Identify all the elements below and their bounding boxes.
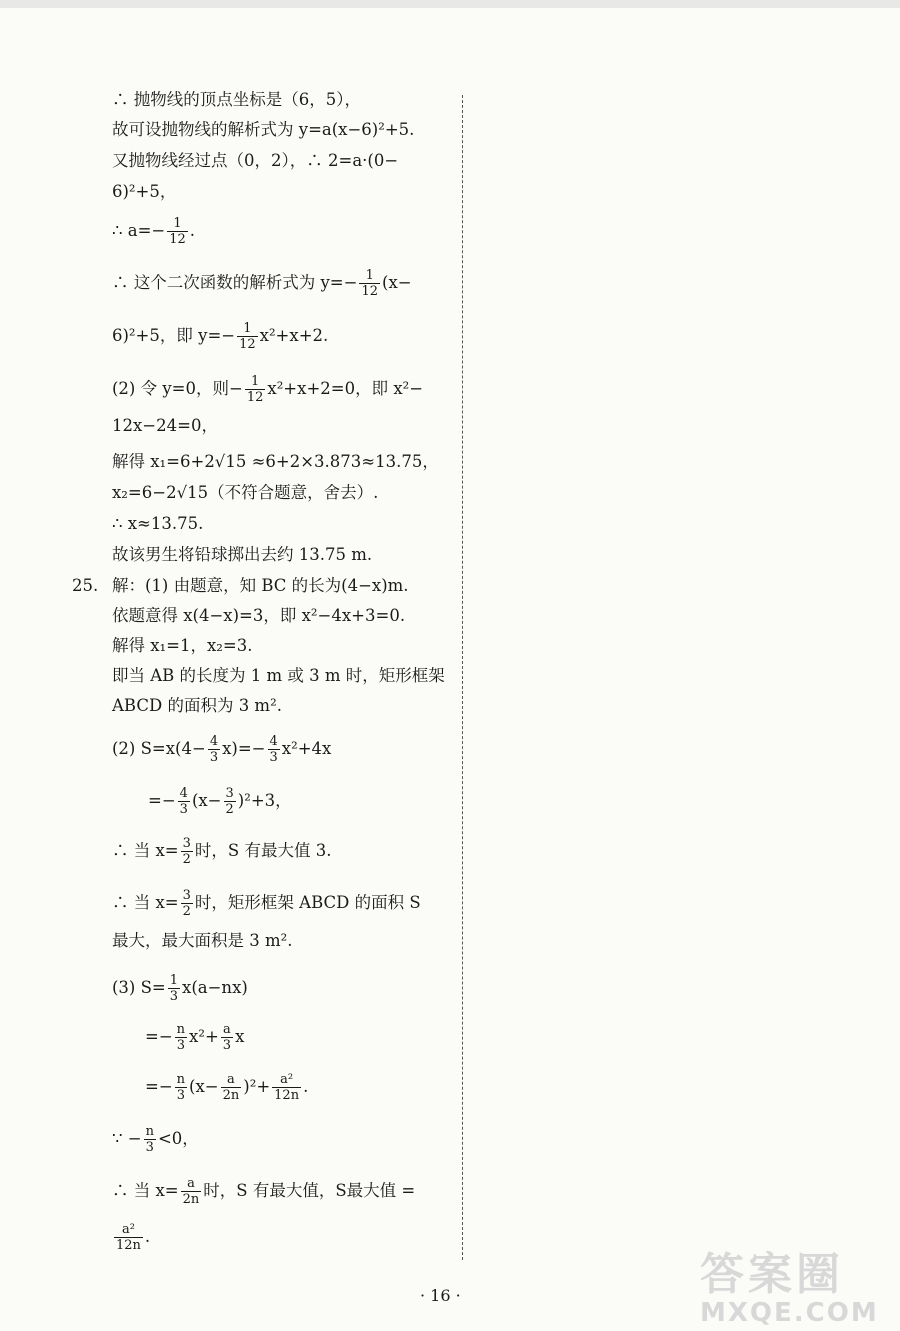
fraction: $\frac{1}{12}$ [361,268,379,299]
fraction: $\frac{n}{3}$ [176,1022,186,1053]
text-line: 解得 x₁=6+2√15 ≈6+2×3.873≈13.75， [112,452,439,471]
text-line: =− $\frac{n}{3}$ x²+ $\frac{a}{3}$ x [145,1022,245,1053]
fraction: $\frac{3}{2}$ [182,888,191,919]
fraction: $\frac{a}{3}$ [222,1022,232,1053]
watermark-url: MXQE.COM [700,1298,879,1328]
text-line: =− $\frac{n}{3}$ (x− $\frac{a}{2n}$ )²+ $\frac{\text{a²}}{12n}$ . [145,1072,309,1103]
text-line: ∴ 当 x= $\frac{3}{2}$ 时，矩形框架 ABCD 的面积 S [112,888,421,919]
page-top-edge [0,0,900,8]
fraction: $\frac{3}{2}$ [182,836,191,867]
fraction: $\frac{3}{2}$ [225,786,234,817]
fraction: $\frac{1}{12}$ [169,216,186,247]
text-line: 解：(1) 由题意，知 BC 的长为(4−x)m. [112,576,409,595]
text-line: (2) S=x(4− $\frac{4}{3}$ x)=− $\frac{4}{3}$ x²+4x [112,734,332,765]
fraction: $\frac{1}{12}$ [246,374,264,405]
text-line: 6)²+5，即 y=− $\frac{1}{12}$ x²+x+2. [112,321,329,352]
watermark-text: 答案圈 [700,1249,844,1300]
text-line: ∴ 抛物线的顶点坐标是（6，5）， [112,90,361,109]
text-line: 即当 AB 的长度为 1 m 或 3 m 时，矩形框架 [112,666,445,685]
column-divider [462,95,463,1260]
text-line: ∵ − $\frac{n}{3}$ <0， [112,1124,199,1155]
fraction: $\frac{\text{a²}}{12n}$ [116,1222,141,1253]
question-number: 25. [72,576,99,595]
fraction: $\frac{n}{3}$ [176,1072,186,1103]
text-line: $\frac{\text{a²}}{12n}$ . [116,1222,151,1253]
text-line: 12x−24=0， [112,416,218,435]
fraction: $\frac{1}{12}$ [239,321,256,352]
text-line: ∴ 当 x= $\frac{3}{2}$ 时，S 有最大值 3. [112,836,332,867]
text-line: x₂=6−2√15（不符合题意，舍去）. [112,483,379,502]
text-line: ∴ 这个二次函数的解析式为 y=− $\frac{1}{12}$ (x− [112,268,412,299]
text-line: 故该男生将铅球掷出去约 13.75 m. [112,545,373,564]
text-line: (3) S= $\frac{1}{3}$ x(a−nx) [112,973,248,1004]
fraction: $\frac{a}{2n}$ [222,1072,240,1103]
text-line: ∴ a=− $\frac{1}{12}$ . [112,216,196,247]
fraction: $\frac{\text{a²}}{12n}$ [274,1072,300,1103]
watermark-logo [700,1238,879,1328]
text-line: 依题意得 x(4−x)=3，即 x²−4x+3=0. [112,606,406,625]
fraction: $\frac{a}{2n}$ [182,1176,200,1207]
text-line: ABCD 的面积为 3 m². [112,696,282,715]
text-line: 故可设抛物线的解析式为 y=a(x−6)²+5. [112,120,415,139]
text-line: =− $\frac{4}{3}$ (x− $\frac{3}{2}$ )²+3， [148,786,292,817]
page-number: · 16 · [420,1286,461,1305]
text-line: (2) 令 y=0，则− $\frac{1}{12}$ x²+x+2=0，即 x²− [112,374,424,405]
fraction: $\frac{n}{3}$ [145,1124,154,1155]
text-line: ∴ x≈13.75. [112,514,204,533]
text-line: 解得 x₁=1，x₂=3. [112,636,253,655]
text-line: 6)²+5， [112,182,177,201]
fraction: $\frac{4}{3}$ [269,734,278,765]
text-line: 最大，最大面积是 3 m². [112,931,293,950]
text-line: ∴ 当 x= $\frac{a}{2n}$ 时，S 有最大值，S最大值 = [112,1176,416,1207]
text-line: 又抛物线经过点（0，2），∴ 2=a·(0− [112,151,399,170]
fraction: $\frac{4}{3}$ [179,786,188,817]
fraction: $\frac{1}{3}$ [169,973,179,1004]
fraction: $\frac{4}{3}$ [209,734,219,765]
